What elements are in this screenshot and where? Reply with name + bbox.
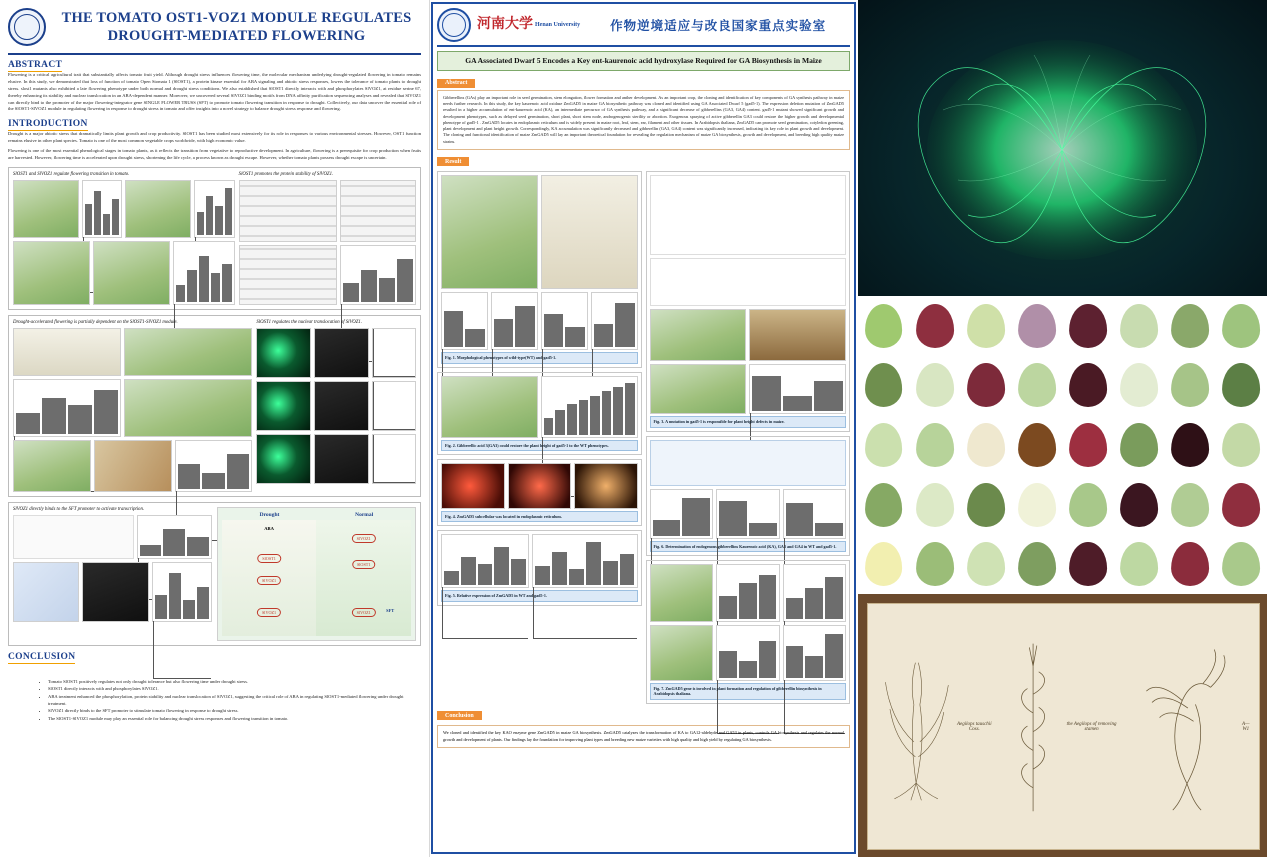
figure-6	[646, 436, 851, 556]
figure-caption-2: Fig. 2. Gibberellic acid 3(GA3) could restore the plant height of gad5-1 to the WT phenotypes.	[441, 440, 638, 451]
list-item: • Tomato SlOST1 positively regulates not only drought tolerance but also flowering time under drought stress.	[48, 678, 421, 685]
flower-cell	[1063, 475, 1114, 535]
figure-caption-7: Fig. 7. ZmGAD5 gene is involved in plant formation and regulation of gibberellin biosynthesis in Arabidopsis thaliana.	[650, 683, 847, 700]
flower-cell	[1114, 475, 1165, 535]
figure-1	[437, 171, 642, 367]
model-node-aba: ABA	[264, 525, 274, 531]
abstract-text: Flowering is a critical agricultural trait that substantially affects tomato fruit yield. Although drought stress influences flowering time, the molecular mechanism underlying drought-regulated flowering in tomato remains elusive. In this study, we demonstrated that loss of function of tomato Open Stomata 1 (SlOST1), a protein kinase essential for ABA signaling and abiotic stress responses, lowers the tolerance of tomato plants to drought stress. slost1 mutants also exhibited a late flowering phenotype under both normal and drought stress conditions. We also established that SlOST1 directly interacts with and phosphorylates SlVOZ1, at residue serine 67, thereby enhancing its stability and nuclear translocation in an ABA-dependent manner. Moreover, we uncovered several SlVOZ1 binding motifs from DNA affinity purification sequencing analyses and revealed that SlVOZ1 can directly bind to the promoter of the major flowering-integrator gene SINGLE FLOWER TRUSS (SFT) to promote tomato flowering transition in response to drought. Collectively, our data uncover the essential role of the SlOST1-SlVOZ1 module in regulating flowering in response to drought stress in tomato and offer insights into a novel strategy to balance drought stress response and flowering.	[8, 72, 421, 112]
bright-field-image	[508, 463, 572, 509]
western-blot-image	[239, 180, 337, 242]
flower-cell	[960, 534, 1011, 594]
abstract-tag: Abstract	[437, 79, 475, 88]
flower-cell	[858, 296, 909, 356]
flower-cell	[858, 356, 909, 416]
flower-cell	[1011, 296, 1062, 356]
flower-cell	[1165, 356, 1216, 416]
figure-7	[646, 560, 851, 704]
merged-image	[574, 463, 638, 509]
maize-plant-photo	[441, 175, 538, 289]
intensity-plot	[372, 328, 416, 378]
flower-phenotype-grid	[858, 296, 1267, 594]
flower-cell	[858, 534, 909, 594]
conclusion-heading: CONCLUSION	[8, 651, 76, 662]
figure-title-3: Drought-accelerated flowering is partially dependent on the SlOST1-SlVOZ1 module.	[13, 319, 178, 325]
flower-cell	[909, 534, 960, 594]
intensity-plot	[372, 434, 416, 484]
flower-cell	[1063, 356, 1114, 416]
plant-photo	[13, 241, 90, 305]
gel-image	[13, 562, 79, 622]
field-photo	[749, 309, 846, 361]
brightfield-image	[314, 328, 369, 378]
aegilops-floret-detail-drawing	[1135, 637, 1239, 817]
flower-cell	[1216, 356, 1267, 416]
bar-chart	[491, 292, 538, 350]
figure-caption-6: Fig. 6. Determination of endogenous gibberellins Kaurenoic acid (KA), GA3 and GA4 in WT and gad5-1.	[650, 541, 847, 552]
list-item: • The SlOST1-SlVOZ1 module may play an essential role for balancing drought stress responses and flowering transition in tomato.	[48, 715, 421, 722]
bar-chart	[783, 625, 847, 681]
university-name-en: Henan University	[535, 22, 581, 28]
result-tag: Result	[437, 157, 469, 166]
model-node-sft: SFT	[386, 607, 395, 613]
flower-cell	[1063, 296, 1114, 356]
flower-cell	[960, 475, 1011, 535]
flower-cell	[1011, 534, 1062, 594]
flower-cell	[1165, 296, 1216, 356]
plant-photo	[13, 440, 91, 492]
fruit-photo	[94, 440, 172, 492]
ga4-bar-chart	[783, 489, 847, 539]
fluorescence-microscopy-image	[858, 0, 1267, 296]
specimen-3	[1135, 621, 1252, 832]
flower-cell	[1114, 534, 1165, 594]
henan-university-seal-icon	[437, 8, 471, 42]
bar-chart	[194, 180, 234, 238]
figure-title-2: SlOST1 promotes the protein stability of SlVOZ1.	[238, 171, 334, 177]
figure-caption-3: Fig. 3. A mutation in gad5-1 is responsible for plant height defects in maize.	[650, 416, 847, 427]
brightfield-image	[314, 381, 369, 431]
introduction-p2: Flowering is one of the most essential phenological stages in tomato plants, as it reflects the transition from vegetative to reproductive development. In agriculture, flowering is a prerequisite for crop production when fruits are harvested. However, flowering time is accelerated upon drought stress, shortening the life cycle, a process known as drought escape. However, whether tomato plants possess drought escape is uncertain.	[8, 148, 421, 161]
figure-title-4: SlOST1 regulates the nuclear translocation of SlVOZ1.	[256, 319, 363, 325]
specimen-2	[1005, 621, 1122, 832]
specimen-label-1: Aegilops tauschii Coss.	[957, 721, 992, 732]
mid-conclusion-text: We cloned and identified the key KAO enzyme gene ZmGAD5 in maize GA biosynthesis. ZmGAD5 catalyzes the transformation of KA to GA12-aldehyde and GA53 in plants, controls GA biosynthesis and regulates the normal growth and development of plants. Our findings lay the foundation for improving plant types and breeding new maize varieties with high quality and high yield by regulating GA biosynthesis.	[437, 725, 850, 748]
list-item: • SlOST1 directly interacts with and phosphorylates SlVOZ1.	[48, 685, 421, 692]
mid-abstract-text: Gibberellins (GAs) play an important role in seed germination, stem elongation, flower formation and anther development. As an important crop, the cloning and identification of key components of GA synthesis pathway in maize needs further research. In this study, the key kaurenoic acid oxidase ZmGAD5 in maize GA biosynthetic pathway was cloned and identified using GA Associated Dwarf 5 (gad5-1). The expression deletion mutation of ZmGAD5 resulted in a higher accumulation of ent-kaurenoic acid (KA), an intermediate precursor of GA synthesis pathway, and a significant decrease of gibberellins (GA3, GA4) content. gad5-1 mutant showed significant growth and development phenotypes, such as delayed seed germination, short plant, short stem node, androgenogenic sterility or abortion. Exogenous spraying of active gibberellin GA3 could restore the higher growth and developmental phenotype of gad5-1 . ZmGAD5 locates in endoplasmic reticulum and is widely present in maize root, leaf, stem, ear, filament and other tissues. In Arabidopsis thaliana, ZmGAD5 can promote seed germination, cotyledon greening, plant development and plant height growth. Correspondingly, KA accumulation was significantly decreased and gibberellin (GA3, GA4) content was significantly increased, indicating its key role in plant growth and development. The cloning and functional identification of maize ZmGAD5 will lay an important theoretical foundation for revealing the regulation mechanism of maize GA biosynthesis, growth and development, and breeding high quality maize strains.	[437, 90, 850, 150]
flower-cell	[960, 296, 1011, 356]
grouped-bar-chart	[541, 376, 638, 438]
results-col-left	[437, 171, 642, 703]
abstract-heading: ABSTRACT	[8, 60, 63, 70]
list-item: • SlVOZ1 directly binds to the SFT promoter to stimulate tomato flowering in response to drought stress.	[48, 707, 421, 714]
mid-poster	[431, 2, 856, 854]
lab-name-cn: 作物逆境适应与改良国家重点实验室	[610, 19, 827, 33]
flower-cell	[1165, 415, 1216, 475]
aegilops-whole-plant-drawing	[875, 627, 957, 827]
bar-chart	[541, 292, 588, 350]
bar-chart	[716, 625, 780, 681]
plant-photo	[93, 241, 170, 305]
flower-cell	[1165, 534, 1216, 594]
left-poster	[0, 0, 430, 857]
bar-chart	[137, 515, 212, 559]
arabidopsis-photo	[650, 564, 714, 622]
mid-poster-title: GA Associated Dwarf 5 Encodes a Key ent-kaurenoic acid hydroxylase Required for GA Biosynthesis in Maize	[437, 51, 850, 71]
model-label-normal: Normal	[355, 511, 374, 518]
mid-poster-header	[437, 8, 850, 47]
working-model-diagram	[217, 507, 416, 641]
intensity-plot	[372, 381, 416, 431]
seedling-photo	[650, 364, 747, 414]
bar-chart	[175, 440, 253, 492]
figure-2	[437, 372, 642, 455]
university-name-cn: 河南大学	[477, 17, 533, 32]
flower-cell	[960, 415, 1011, 475]
bar-chart	[783, 564, 847, 622]
chromosome-map-diagram	[650, 175, 847, 255]
expression-bar-chart	[441, 534, 529, 588]
figure-caption-5: Fig. 5. Relative expression of ZmGAD5 in WT and gad5-1.	[441, 590, 638, 601]
figure-title-1: SlOST1 and SlVOZ1 regulate flowering transition in tomato.	[13, 171, 130, 177]
figure-caption-4: Fig. 4. ZmGAD5 subcellular was located in endoplasmic reticulum.	[441, 511, 638, 522]
model-node-voz1-nucleus: SlVOZ1	[257, 608, 281, 617]
model-label-drought: Drought	[259, 511, 280, 518]
flower-cell	[1011, 475, 1062, 535]
flower-cell	[1063, 415, 1114, 475]
brightfield-image	[314, 434, 369, 484]
specimen-label-2: the Aegilops of removing stamen	[1066, 721, 1117, 732]
model-node-ost1-b: SlOST1	[352, 560, 376, 569]
figure-4	[437, 459, 642, 526]
plant-photo	[13, 180, 79, 238]
flower-cell	[1216, 534, 1267, 594]
bar-chart	[82, 180, 122, 238]
model-node-voz1-c: SlVOZ1	[352, 608, 376, 617]
flower-cell	[1114, 415, 1165, 475]
model-node-ost1: SlOST1	[257, 554, 281, 563]
plant-photo	[124, 379, 253, 437]
conclusion-list	[8, 678, 421, 722]
line-chart	[340, 245, 416, 305]
plant-photo	[124, 328, 253, 376]
er-marker-image	[441, 463, 505, 509]
flower-cell	[1011, 415, 1062, 475]
flower-cell	[909, 475, 960, 535]
introduction-heading: INTRODUCTION	[8, 119, 88, 130]
figure-3	[646, 171, 851, 431]
right-image-column	[858, 0, 1267, 857]
flower-cell	[1216, 296, 1267, 356]
divider	[8, 53, 421, 55]
flower-cell	[1216, 475, 1267, 535]
bar-chart	[441, 292, 488, 350]
greenhouse-photo	[13, 328, 121, 376]
conclusion-tag: Conclusion	[437, 711, 482, 720]
page-title: THE TOMATO OST1-VOZ1 MODULE REGULATES DROUGHT-MEDIATED FLOWERING	[61, 9, 412, 44]
confocal-image	[256, 434, 311, 484]
ga3-bar-chart	[716, 489, 780, 539]
maize-ga3-photo	[441, 376, 538, 438]
model-node-voz1-b: SlVOZ1	[352, 534, 376, 543]
figure-5	[437, 530, 642, 605]
introduction-p1: Drought is a major abiotic stress that dramatically limits plant growth and crop productivity. SlOST1 has been studied most extensively for its role in responses to various environmental stresses. However, OST1 function remains elusive in other plant species. Tomato is one of the most common vegetable crops worldwide, with high economic value.	[8, 131, 421, 144]
flower-cell	[858, 475, 909, 535]
tissue-bar-chart	[532, 534, 637, 588]
flower-cell	[1165, 475, 1216, 535]
model-node-voz1: SlVOZ1	[257, 576, 281, 585]
ga-pathway-diagram	[650, 440, 847, 486]
bar-chart	[716, 564, 780, 622]
results-col-right	[646, 171, 851, 703]
figure-title-5: SlVOZ1 directly binds to the SFT promoter to activate transcription.	[13, 506, 145, 512]
flower-cell	[858, 415, 909, 475]
gene-structure-diagram	[650, 258, 847, 306]
flower-cell	[960, 356, 1011, 416]
western-blot-image	[340, 180, 416, 242]
illustration-canvas	[867, 603, 1260, 850]
luciferase-image	[82, 562, 148, 622]
flower-cell	[909, 296, 960, 356]
confocal-image	[256, 328, 311, 378]
seedling-photo	[650, 309, 747, 361]
flower-cell	[1011, 356, 1062, 416]
figure-block-1	[8, 167, 421, 310]
bar-chart	[152, 562, 212, 622]
arabidopsis-photo	[650, 625, 714, 681]
figure-caption-1: Fig. 1. Morphological phenotypes of wild-type(WT) and gad5-1.	[441, 352, 638, 363]
maize-tassel-photo	[541, 175, 638, 289]
bar-chart	[13, 379, 121, 437]
specimen-label-3: A—W1	[1242, 721, 1250, 732]
bar-chart	[591, 292, 638, 350]
flower-cell	[1063, 534, 1114, 594]
aegilops-spike-drawing	[1005, 632, 1061, 822]
figure-block-2	[8, 315, 421, 497]
plant-height-chart	[749, 364, 846, 414]
flower-cell	[909, 356, 960, 416]
left-poster-header	[8, 6, 421, 50]
plant-photo	[125, 180, 191, 238]
ka-bar-chart	[650, 489, 714, 539]
motif-diagram	[13, 515, 134, 559]
flower-grid	[858, 296, 1267, 594]
fluorescence-structure	[858, 0, 1267, 296]
botanical-illustration-frame	[858, 594, 1267, 857]
bar-chart	[173, 241, 235, 305]
results-grid	[437, 171, 850, 703]
confocal-image	[256, 381, 311, 431]
list-item: • ABA treatment enhanced the phosphorylation, protein stability and nuclear translocation of SlVOZ1, suggesting the critical role of ABA in regulating SlOST1-mediated flowering under drought treatment.	[48, 693, 421, 708]
flower-cell	[1216, 415, 1267, 475]
flower-cell	[909, 415, 960, 475]
flower-cell	[1114, 356, 1165, 416]
specimen-1	[875, 621, 992, 832]
western-blot-image	[239, 245, 337, 305]
flower-cell	[1114, 296, 1165, 356]
university-seal-icon	[8, 8, 46, 46]
